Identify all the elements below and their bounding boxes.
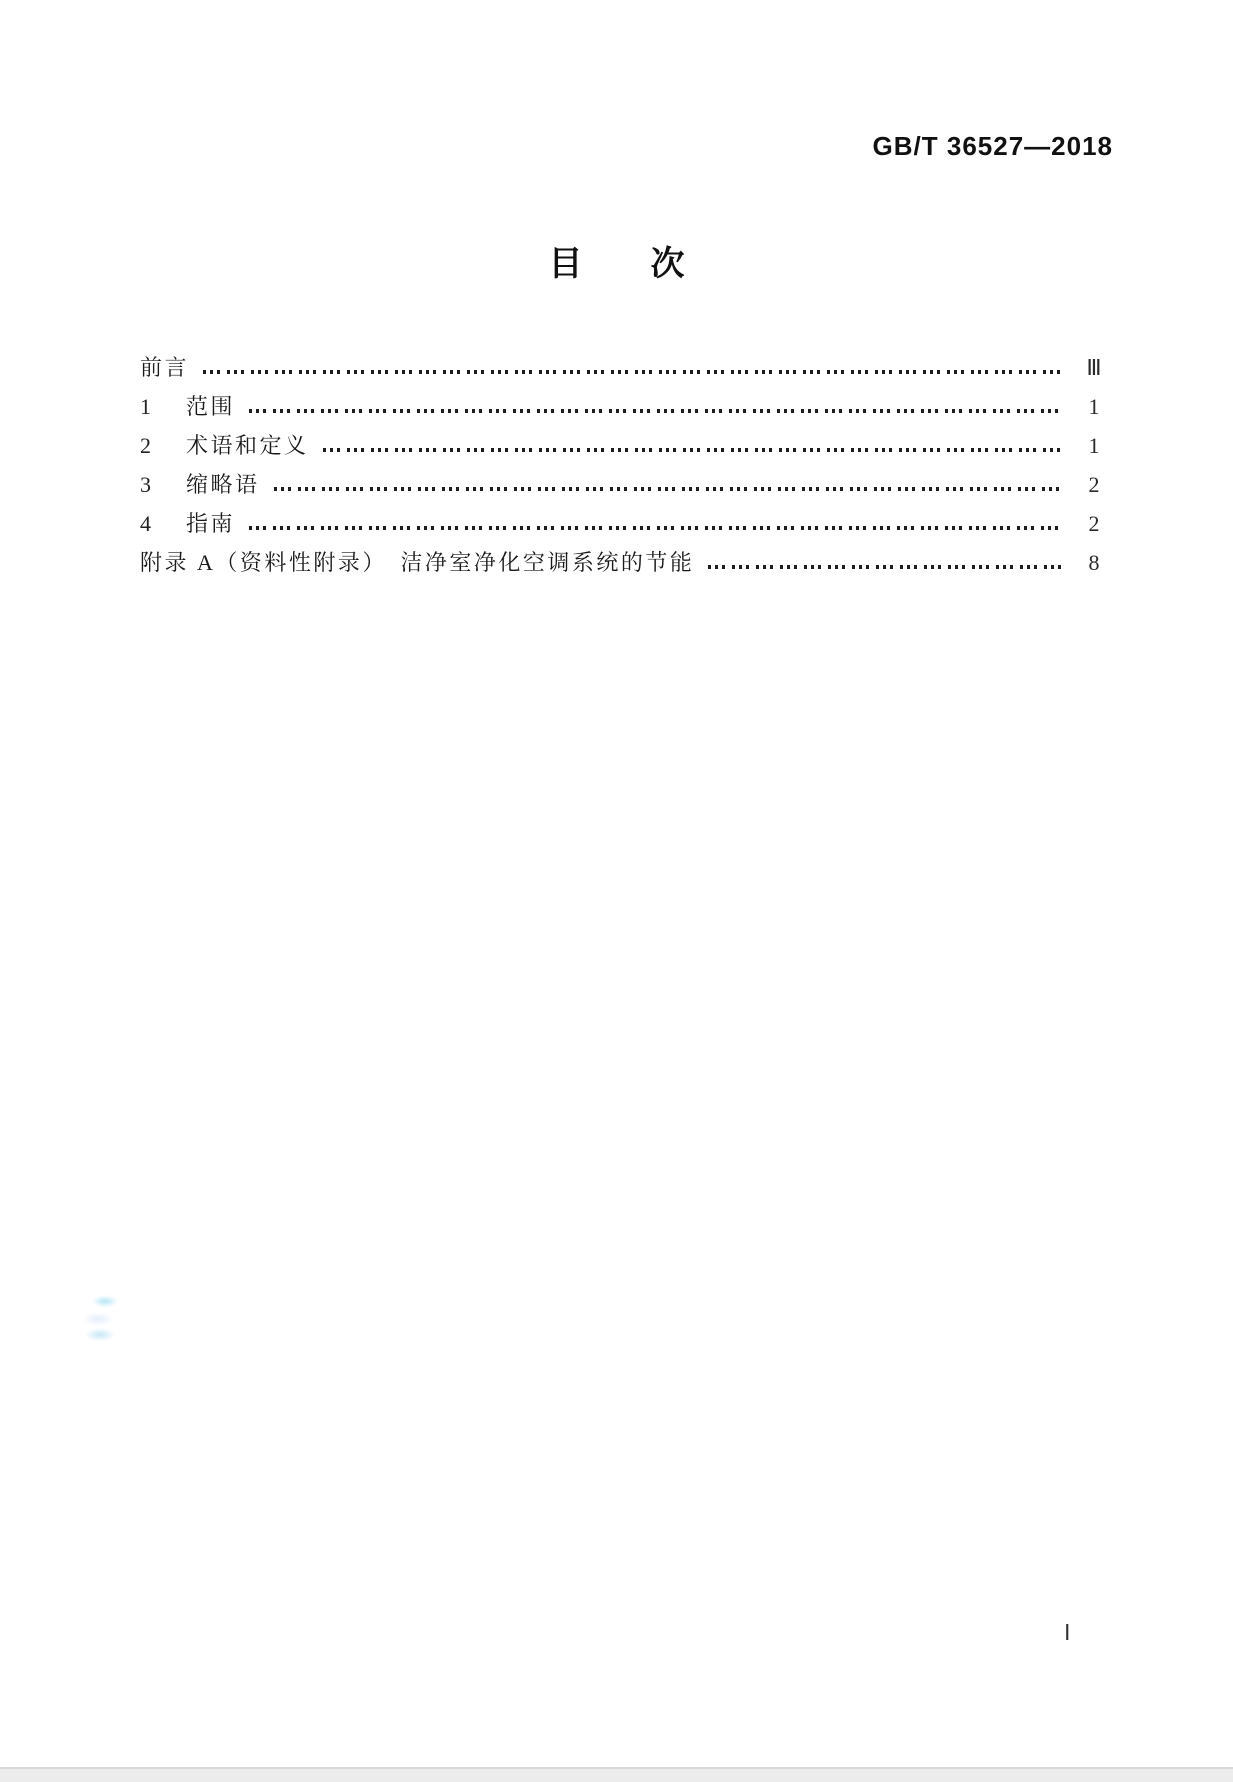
toc-item-number: 3 (140, 472, 151, 497)
toc-item-page: 2 (1088, 511, 1100, 536)
page-number: Ⅰ (1064, 1620, 1071, 1645)
standard-number: GB/T 36527—2018 (872, 131, 1113, 161)
toc-item-page: Ⅲ (1086, 355, 1102, 380)
page-bottom-edge (0, 1767, 1233, 1782)
toc-item-number: 4 (140, 511, 151, 536)
toc-item-number: 2 (140, 433, 151, 458)
toc-item-label: 术语和定义 (186, 433, 309, 458)
toc-row (140, 387, 1111, 426)
toc-item-label: 范围 (186, 394, 236, 419)
toc-item-page: 8 (1088, 550, 1100, 575)
toc-item-label: 指南 (186, 511, 236, 536)
dot-leader (249, 409, 1065, 413)
dot-leader (203, 370, 1065, 374)
toc-item-label: 附录 A（资料性附录） 洁净室净化空调系统的节能 (140, 550, 695, 575)
toc-row (140, 543, 1111, 582)
toc-item-number: 1 (140, 394, 151, 419)
toc-row (140, 348, 1111, 387)
toc-item-page: 2 (1088, 472, 1100, 497)
dot-leader (708, 565, 1065, 569)
page-title: 目 次 (548, 245, 685, 283)
dot-leader (323, 448, 1065, 452)
dot-leader (249, 526, 1065, 530)
toc-item-label: 缩略语 (186, 472, 260, 497)
toc-row (140, 504, 1111, 543)
toc-item-label: 前言 (140, 355, 190, 380)
toc-row (140, 426, 1111, 465)
dot-leader (274, 487, 1065, 491)
toc-row (140, 465, 1111, 504)
table-of-contents (140, 348, 1111, 582)
toc-item-page: 1 (1088, 433, 1100, 458)
watermark-smudge (74, 1292, 124, 1344)
toc-item-page: 1 (1088, 394, 1100, 419)
